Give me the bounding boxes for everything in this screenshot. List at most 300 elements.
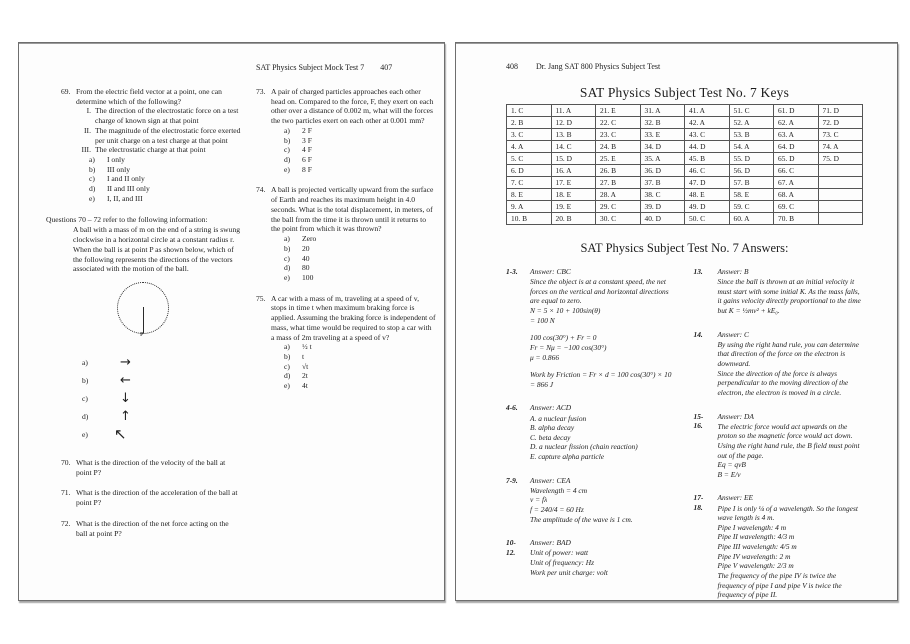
keys-cell: 2. B [507, 117, 552, 129]
radius-line [143, 307, 144, 333]
option-label: a) [284, 342, 290, 352]
option-text: 2 F [302, 125, 312, 135]
questions-column-1 [46, 87, 241, 549]
option-label: c) [89, 174, 95, 184]
answer-explanation [694, 330, 864, 398]
option-label: d) [284, 371, 291, 381]
option-text: 4t [302, 381, 308, 391]
option-label: c) [284, 361, 290, 371]
point-p-label: P [140, 330, 144, 338]
keys-cell: 29. C [596, 201, 641, 213]
option-label: a) [284, 125, 290, 135]
option-text: 8 F [302, 164, 312, 174]
keys-cell: 44. D [685, 141, 730, 153]
direction-option [82, 390, 241, 408]
answer-option [284, 352, 436, 362]
question-73 [256, 87, 436, 174]
answer-body [718, 493, 864, 599]
keys-cell: 16. A [551, 165, 596, 177]
answer-option [284, 362, 436, 372]
keys-cell: 65. D [774, 153, 819, 165]
keys-cell: 61. D [774, 105, 819, 117]
option-text: ½ t [302, 342, 312, 352]
keys-cell: 69. C [774, 201, 819, 213]
keys-cell: 47. D [685, 177, 730, 189]
answer-explanation [694, 267, 864, 316]
keys-cell: 67. A [774, 177, 819, 189]
paragraph-spacer [530, 325, 676, 333]
keys-cell: 73. C [818, 129, 863, 141]
answer-range-label [694, 330, 718, 398]
question-number: 72. [61, 518, 71, 528]
roman-numeral-item [76, 145, 241, 155]
explanation-line: Pipe I is only ¼ of a wavelength. So the longest wave length is 4 m. [717, 503, 858, 523]
keys-cell: 46. C [685, 165, 730, 177]
explanation-line: Pipe II wavelength: 4/3 m [717, 532, 795, 542]
answer-range-label [506, 476, 530, 525]
question-body [271, 87, 436, 174]
question-body [271, 294, 436, 391]
option-label: e) [89, 193, 95, 203]
answer-range-line: 10- [506, 538, 516, 548]
keys-cell: 48. E [685, 189, 730, 201]
keys-cell: 22. C [596, 117, 641, 129]
keys-cell: 31. A [640, 105, 685, 117]
answer-body [530, 538, 676, 577]
answer-option [284, 342, 436, 352]
direction-option [82, 408, 241, 426]
keys-cell: 8. E [507, 189, 552, 201]
answer-option [89, 155, 241, 165]
keys-cell: 32. B [640, 117, 685, 129]
answer-range-label [694, 267, 718, 316]
explanation-line: Since the object is at a constant speed, the net forces on the vertical and horizontal directions are equal to zero. [530, 277, 669, 306]
explanation-line: Using the right hand rule, the B field must point out of the page. [717, 440, 860, 460]
keys-cell: 27. B [596, 177, 641, 189]
answers-column-2 [694, 267, 864, 600]
keys-cell: 34. D [640, 141, 685, 153]
answer-range-label [694, 412, 718, 480]
roman-text: The magnitude of the electrostatic force exerted per unit charge on a test charge at that point [95, 125, 241, 145]
keys-row [507, 141, 863, 153]
answer-explanation [506, 267, 676, 389]
explanation-line: The electric force would act upwards on the proton so the magnetic force would act down. [717, 421, 853, 441]
answer-option [284, 371, 436, 381]
answer-option [284, 126, 436, 136]
keys-cell: 38. C [640, 189, 685, 201]
answers-columns [506, 267, 863, 600]
answer-explanation [506, 476, 676, 525]
answer-range-line: 17- [693, 493, 704, 503]
keys-row [507, 213, 863, 225]
keys-cell: 18. E [551, 189, 596, 201]
question-number: 75. [256, 293, 266, 303]
question-body [76, 519, 241, 538]
keys-cell: 54. A [729, 141, 774, 153]
keys-cell [818, 189, 863, 201]
keys-cell: 64. D [774, 141, 819, 153]
keys-cell: 30. C [596, 213, 641, 225]
answer-explanation [506, 538, 676, 577]
questions-column-2 [256, 87, 436, 549]
keys-cell: 45. B [685, 153, 730, 165]
option-text: I and II only [107, 174, 145, 184]
keys-row [507, 105, 863, 117]
option-label: e) [284, 164, 290, 174]
right-arrow-icon: → [120, 355, 131, 371]
option-label: e) [284, 272, 290, 282]
intro-lead: Questions 70 – 72 refer to the following information: [46, 214, 208, 224]
page-right-408 [455, 42, 898, 601]
explanation-line: The amplitude of the wave is 1 cm. [530, 514, 633, 524]
option-label: a) [82, 358, 88, 368]
explanation-line: Work by Friction = Fr × d = 100 cos(30°) × 10 = 866 J [530, 370, 672, 389]
answer-option [89, 184, 241, 194]
explanation-line: Since the ball is thrown at an initial velocity it must start with some initial K. As the mass falls, it gains velocity directly proportional to the time but K = ½mv² + kE₀. [717, 277, 861, 315]
keys-cell: 72. D [818, 117, 863, 129]
answer-range-line: 1-3. [506, 267, 518, 276]
keys-cell: 9. A [507, 201, 552, 213]
question-group-intro [46, 215, 241, 274]
answer-body [718, 412, 864, 480]
roman-text: The direction of the electrostatic force on a test charge of known sign at that point [95, 106, 239, 126]
option-text: 2t [302, 371, 308, 381]
option-label: d) [284, 155, 291, 165]
roman-label: III. [81, 145, 91, 155]
option-label: a) [89, 155, 95, 165]
question-columns [46, 87, 436, 549]
keys-cell: 75. D [818, 153, 863, 165]
up-arrow-icon: ↑ [120, 409, 131, 425]
explanation-line: Fr = Nμ = −100 cos(30°) [530, 342, 607, 352]
option-text: 40 [302, 253, 310, 263]
keys-cell: 53. B [729, 129, 774, 141]
answer-option [284, 136, 436, 146]
circular-motion-diagram [117, 282, 177, 344]
option-text: Zero [302, 234, 317, 244]
answer-option [284, 165, 436, 175]
keys-cell: 3. C [507, 129, 552, 141]
option-label: d) [284, 263, 291, 273]
direction-option [82, 372, 241, 390]
answer-letters: Answer: CEA [530, 475, 571, 485]
keys-cell: 66. C [774, 165, 819, 177]
keys-cell [818, 177, 863, 189]
explanation-line: Unit of frequency: Hz [530, 558, 594, 567]
keys-cell: 6. D [507, 165, 552, 177]
option-text: 4 F [302, 145, 312, 155]
explanation-line: A. a nuclear fusion [530, 413, 587, 423]
answer-range-line: 4-6. [506, 403, 518, 413]
left-arrow-icon: ← [120, 373, 131, 389]
question-text: A pair of charged particles approaches each other head on. Compared to the force, F, they exert on each other over a distance of 0.002 m, what will the forces the two particles exert on each other at 0.001 mm? [271, 87, 434, 126]
keys-cell: 42. A [685, 117, 730, 129]
running-title: SAT Physics Subject Mock Test 7 [256, 63, 365, 72]
answer-range-line: 16. [693, 421, 703, 431]
option-text: t [302, 351, 305, 361]
keys-row [507, 117, 863, 129]
answer-body [530, 267, 676, 389]
option-label: b) [284, 351, 291, 361]
question-number: 73. [256, 87, 266, 96]
answer-option [89, 174, 241, 184]
option-text: √t [302, 361, 309, 371]
down-arrow-icon: ↓ [120, 391, 131, 407]
option-label: c) [284, 253, 290, 263]
option-label: b) [284, 243, 291, 253]
answer-letters: Answer: B [717, 267, 749, 276]
question-text: What is the direction of the acceleration of the ball at point P? [76, 488, 238, 508]
answer-option [284, 381, 436, 391]
answer-option [284, 234, 436, 244]
keys-cell: 12. D [551, 117, 596, 129]
question-text: A ball is projected vertically upward from the surface of Earth and reaches its maximum height in 4.0 seconds. What is the total displacement, in meters, of the ball from the time it is thrown until it returns to the point from which it was thrown? [271, 185, 434, 234]
option-label: d) [89, 184, 96, 194]
explanation-line: The frequency of the pipe IV is twice the frequency of pipe I and pipe V is twice the frequency of pipe II. [717, 570, 842, 600]
option-label: c) [82, 394, 88, 404]
keys-cell: 52. A [729, 117, 774, 129]
explanation-line: v = fλ [530, 495, 548, 505]
keys-cell: 59. C [729, 201, 774, 213]
keys-cell: 28. A [596, 189, 641, 201]
option-text: III only [107, 164, 130, 174]
keys-cell [818, 213, 863, 225]
option-text: I, II, and III [107, 193, 143, 203]
option-text: 100 [302, 272, 314, 282]
keys-cell: 74. A [818, 141, 863, 153]
answer-range-label [506, 538, 530, 577]
keys-cell: 51. C [729, 105, 774, 117]
right-page-running-header [506, 62, 863, 71]
answer-range-label [694, 493, 718, 599]
answer-option [284, 244, 436, 254]
answer-letters: Answer: DA [717, 411, 754, 421]
keys-cell: 21. E [596, 105, 641, 117]
keys-cell: 70. B [774, 213, 819, 225]
answer-explanation [506, 403, 676, 461]
explanation-line: Unit of power: watt [530, 548, 589, 558]
page-number-right: 408 [506, 62, 518, 71]
left-page-running-header [256, 63, 436, 72]
option-text: 6 F [302, 155, 312, 165]
keys-cell: 4. A [507, 141, 552, 153]
question-71 [61, 488, 241, 507]
explanation-line: By using the right hand rule, you can determine that direction of the force on the electron is downward. [717, 339, 859, 368]
keys-cell: 57. B [729, 177, 774, 189]
answer-range-line: 15- [693, 411, 704, 421]
answer-body [718, 267, 864, 316]
answer-letters: Answer: C [717, 329, 749, 339]
question-body [76, 87, 241, 204]
answer-range-label [506, 403, 530, 461]
question-text: A car with a mass of m, traveling at a speed of v, stops in time t when maximum braking force is applied. Assuming the braking force is independent of mass, what time would be required to stop a car with a mass of 2m traveling at a speed of v? [271, 293, 436, 342]
option-label: c) [284, 145, 290, 155]
keys-cell: 60. A [729, 213, 774, 225]
keys-cell: 43. C [685, 129, 730, 141]
question-number: 71. [61, 488, 71, 498]
keys-row [507, 129, 863, 141]
answer-letters: Answer: ACD [530, 403, 572, 413]
page-left-407 [18, 42, 445, 601]
keys-cell: 49. D [685, 201, 730, 213]
question-69 [61, 87, 241, 204]
keys-cell: 58. E [729, 189, 774, 201]
option-label: b) [284, 135, 291, 145]
explanation-line: N = 5 × 10 + 100sin(θ) [530, 306, 601, 315]
keys-table-title: SAT Physics Subject Test No. 7 Keys [579, 85, 790, 100]
explanation-line: E. capture alpha particle [530, 452, 605, 461]
keys-cell: 17. E [551, 177, 596, 189]
answer-option [284, 155, 436, 165]
keys-cell: 19. E [551, 201, 596, 213]
direction-option [82, 426, 241, 444]
answer-letters: Answer: CBC [530, 267, 571, 276]
keys-cell: 1. C [507, 105, 552, 117]
keys-cell: 7. C [507, 177, 552, 189]
option-text: II and III only [107, 184, 150, 194]
explanation-line: B = E/v [717, 469, 741, 479]
keys-cell: 71. D [818, 105, 863, 117]
question-text: What is the direction of the velocity of the ball at point P? [76, 457, 226, 477]
question-70 [61, 458, 241, 477]
keys-cell: 63. A [774, 129, 819, 141]
keys-cell: 68. A [774, 189, 819, 201]
answer-letters: Answer: BAD [530, 538, 571, 548]
keys-cell: 33. E [640, 129, 685, 141]
question-body [271, 185, 436, 282]
keys-cell: 50. C [685, 213, 730, 225]
keys-cell: 5. C [507, 153, 552, 165]
roman-numeral-item [76, 126, 241, 145]
answer-explanation [694, 493, 864, 599]
book-title: Dr. Jang SAT 800 Physics Subject Test [536, 62, 661, 71]
keys-cell: 39. D [640, 201, 685, 213]
keys-cell: 41. A [685, 105, 730, 117]
explanation-line: B. alpha decay [530, 423, 575, 433]
keys-cell: 10. B [507, 213, 552, 225]
roman-text: The electrostatic charge at that point [95, 145, 206, 155]
question-72 [61, 519, 241, 538]
option-text: 3 F [302, 135, 312, 145]
explanation-line: = 100 N [530, 315, 555, 325]
option-label: e) [82, 430, 88, 440]
answer-body [718, 330, 864, 398]
explanation-line: C. beta decay [530, 432, 571, 442]
roman-label: II. [84, 125, 91, 135]
question-text: What is the direction of the net force acting on the ball at point P? [76, 518, 229, 538]
answer-body [530, 403, 676, 461]
answer-range-line: 7-9. [506, 475, 518, 485]
keys-cell: 23. C [596, 129, 641, 141]
option-text: 20 [302, 243, 310, 253]
answers-column-1 [506, 267, 676, 600]
answer-option [284, 254, 436, 264]
explanation-line: Work per unit charge: volt [530, 567, 608, 577]
answer-option [89, 165, 241, 175]
roman-label: I. [86, 106, 91, 116]
keys-cell [818, 201, 863, 213]
answer-range-line: 14. [693, 329, 703, 339]
page-number-left: 407 [380, 63, 393, 72]
question-75 [256, 294, 436, 391]
explanation-line: μ = 0.866 [530, 352, 560, 362]
explanation-line: Pipe IV wavelength: 2 m [717, 551, 791, 561]
explanation-line: 100 cos(30°) + Fr = 0 [530, 333, 597, 343]
direction-options [82, 354, 241, 444]
keys-row [507, 165, 863, 177]
keys-row [507, 201, 863, 213]
keys-cell: 11. A [551, 105, 596, 117]
intro-body: A ball with a mass of m on the end of a string is swung clockwise in a horizontal circle at a constant radius r. When the ball is at point P as shown below, which of the following represents the directions of the vectors associated with the motion of the ball. [73, 225, 241, 274]
option-label: b) [82, 376, 89, 386]
keys-cell: 35. A [640, 153, 685, 165]
roman-numeral-item [76, 106, 241, 125]
option-text: I only [107, 155, 125, 165]
explanation-line: Pipe V wavelength: 2/3 m [717, 561, 794, 571]
question-74 [256, 185, 436, 282]
keys-cell: 14. C [551, 141, 596, 153]
answer-range-line: 18. [693, 503, 703, 512]
explanation-line: Since the direction of the force is always perpendicular to the moving direction of the electron, the electron is moved in a circle. [717, 368, 849, 397]
keys-cell: 40. D [640, 213, 685, 225]
answer-option [89, 194, 241, 204]
paragraph-spacer [530, 362, 676, 370]
explanation-line: Wavelength = 4 cm [530, 485, 588, 495]
option-text: 80 [302, 263, 310, 273]
explanation-line: Pipe I wavelength: 4 m [717, 522, 787, 532]
question-number: 70. [61, 457, 71, 467]
keys-cell: 25. E [596, 153, 641, 165]
keys-cell: 15. D [551, 153, 596, 165]
keys-row [507, 153, 863, 165]
explanation-line: Pipe III wavelength: 4/5 m [717, 542, 797, 551]
answer-body [530, 476, 676, 525]
answer-option [284, 145, 436, 155]
answer-option [284, 273, 436, 283]
answer-range-label [506, 267, 530, 389]
option-label: a) [284, 234, 290, 244]
answer-letters: Answer: EE [717, 493, 754, 503]
keys-row [507, 177, 863, 189]
question-body [76, 488, 241, 507]
keys-cell: 26. B [596, 165, 641, 177]
keys-cell: 37. B [640, 177, 685, 189]
keys-cell [818, 165, 863, 177]
keys-cell: 36. D [640, 165, 685, 177]
answers-section-title: SAT Physics Subject Test No. 7 Answers: [580, 241, 789, 255]
keys-row [507, 189, 863, 201]
keys-cell: 55. D [729, 153, 774, 165]
question-number: 69. [61, 87, 71, 96]
answer-range-line: 12. [506, 547, 516, 557]
option-label: d) [82, 412, 89, 422]
explanation-line: Eq = qvB [717, 460, 746, 470]
explanation-line: f = 240/4 = 60 Hz [530, 505, 584, 514]
answer-keys-table [506, 104, 863, 225]
keys-cell: 62. A [774, 117, 819, 129]
option-label: b) [89, 164, 96, 174]
up-left-arrow-icon: ↖ [114, 425, 127, 444]
direction-option [82, 354, 241, 372]
question-text: From the electric field vector at a point, one can determine which of the following? [76, 87, 222, 106]
answer-range-line: 13. [693, 267, 703, 276]
answer-option [284, 263, 436, 273]
keys-cell: 20. B [551, 213, 596, 225]
explanation-line: D. a nuclear fission (chain reaction) [530, 442, 638, 452]
question-number: 74. [256, 185, 266, 195]
keys-cell: 13. B [551, 129, 596, 141]
keys-cell: 56. D [729, 165, 774, 177]
